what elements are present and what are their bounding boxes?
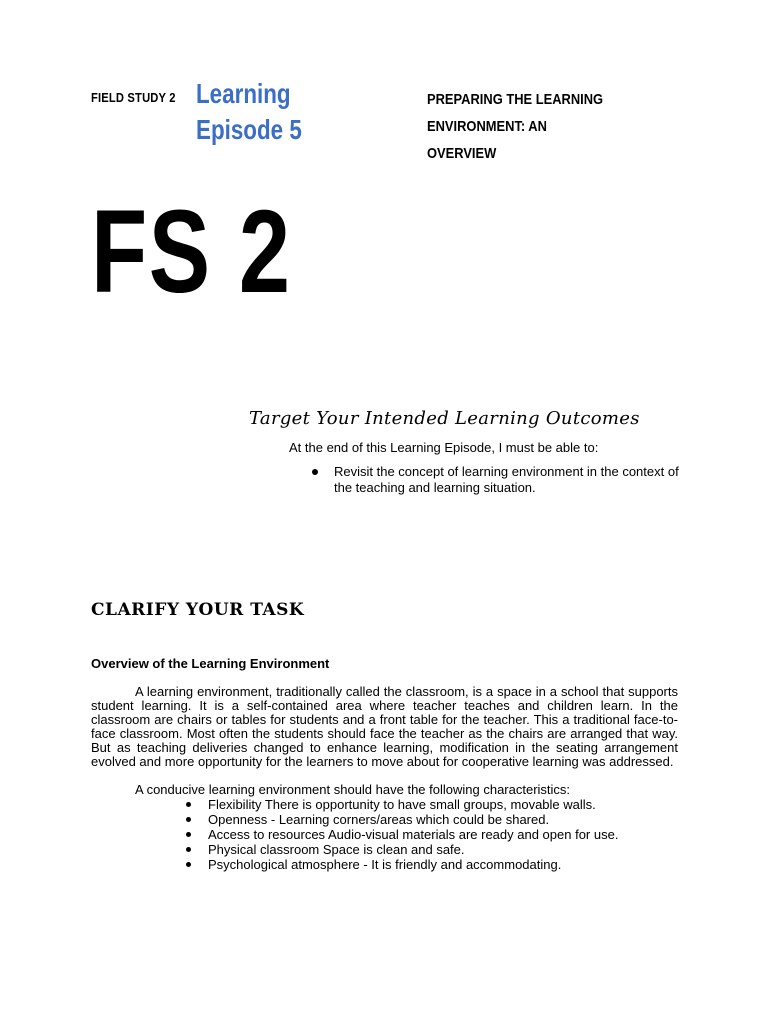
list-item	[186, 812, 618, 827]
clarify-task-title: CLARIFY YOUR TASK	[91, 600, 305, 620]
list-item	[186, 842, 618, 857]
big-title: FS 2	[91, 186, 292, 318]
episode-title	[196, 76, 302, 148]
list-item	[186, 797, 618, 812]
characteristics-list	[186, 797, 618, 872]
bullet-icon	[186, 817, 191, 822]
episode-line-1: Learning	[196, 78, 291, 109]
bullet-icon	[186, 832, 191, 837]
characteristic-text: Physical classroom Space is clean and safe.	[208, 842, 465, 857]
outcomes-intro: At the end of this Learning Episode, I must be able to:	[289, 440, 599, 455]
bullet-icon	[186, 862, 191, 867]
topic-line-3: OVERVIEW	[427, 145, 497, 162]
outcome-text: Revisit the concept of learning environment in the context of the teaching and learning situation.	[334, 464, 679, 495]
bullet-icon	[186, 802, 191, 807]
outcomes-list	[312, 464, 682, 496]
topic-heading	[427, 86, 625, 167]
bullet-icon	[312, 469, 318, 475]
list-item	[186, 857, 618, 872]
bullet-icon	[186, 847, 191, 852]
overview-heading: Overview of the Learning Environment	[91, 656, 330, 671]
characteristic-text: Flexibility There is opportunity to have small groups, movable walls.	[208, 797, 596, 812]
list-item	[312, 464, 682, 496]
characteristic-text: Psychological atmosphere - It is friendly and accommodating.	[208, 857, 562, 872]
target-outcomes-title: Target Your Intended Learning Outcomes	[249, 408, 640, 429]
characteristic-text: Access to resources Audio-visual materials are ready and open for use.	[208, 827, 619, 842]
list-item	[186, 827, 618, 842]
field-study-label: FIELD STUDY 2	[91, 90, 176, 105]
overview-paragraph: A learning environment, traditionally called the classroom, is a space in a school that supports student learning. It is a self-contained area where teacher teaches and children learn. In the classroom are chairs or tables for students and a front table for the teacher. This a traditional face-to-face classroom. Most often the students should face the teacher as the chairs are arranged that way. But as teaching deliveries changed to enhance learning, modification in the seating arrangement evolved and more opportunity for the learners to move about for cooperative learning was addressed.	[91, 684, 678, 769]
characteristics-intro: A conducive learning environment should have the following characteristics:	[135, 782, 571, 797]
topic-line-2: ENVIRONMENT: AN	[427, 118, 547, 135]
topic-line-1: PREPARING THE LEARNING	[427, 91, 604, 108]
characteristic-text: Openness - Learning corners/areas which could be shared.	[208, 812, 550, 827]
episode-line-2: Episode 5	[196, 114, 302, 145]
